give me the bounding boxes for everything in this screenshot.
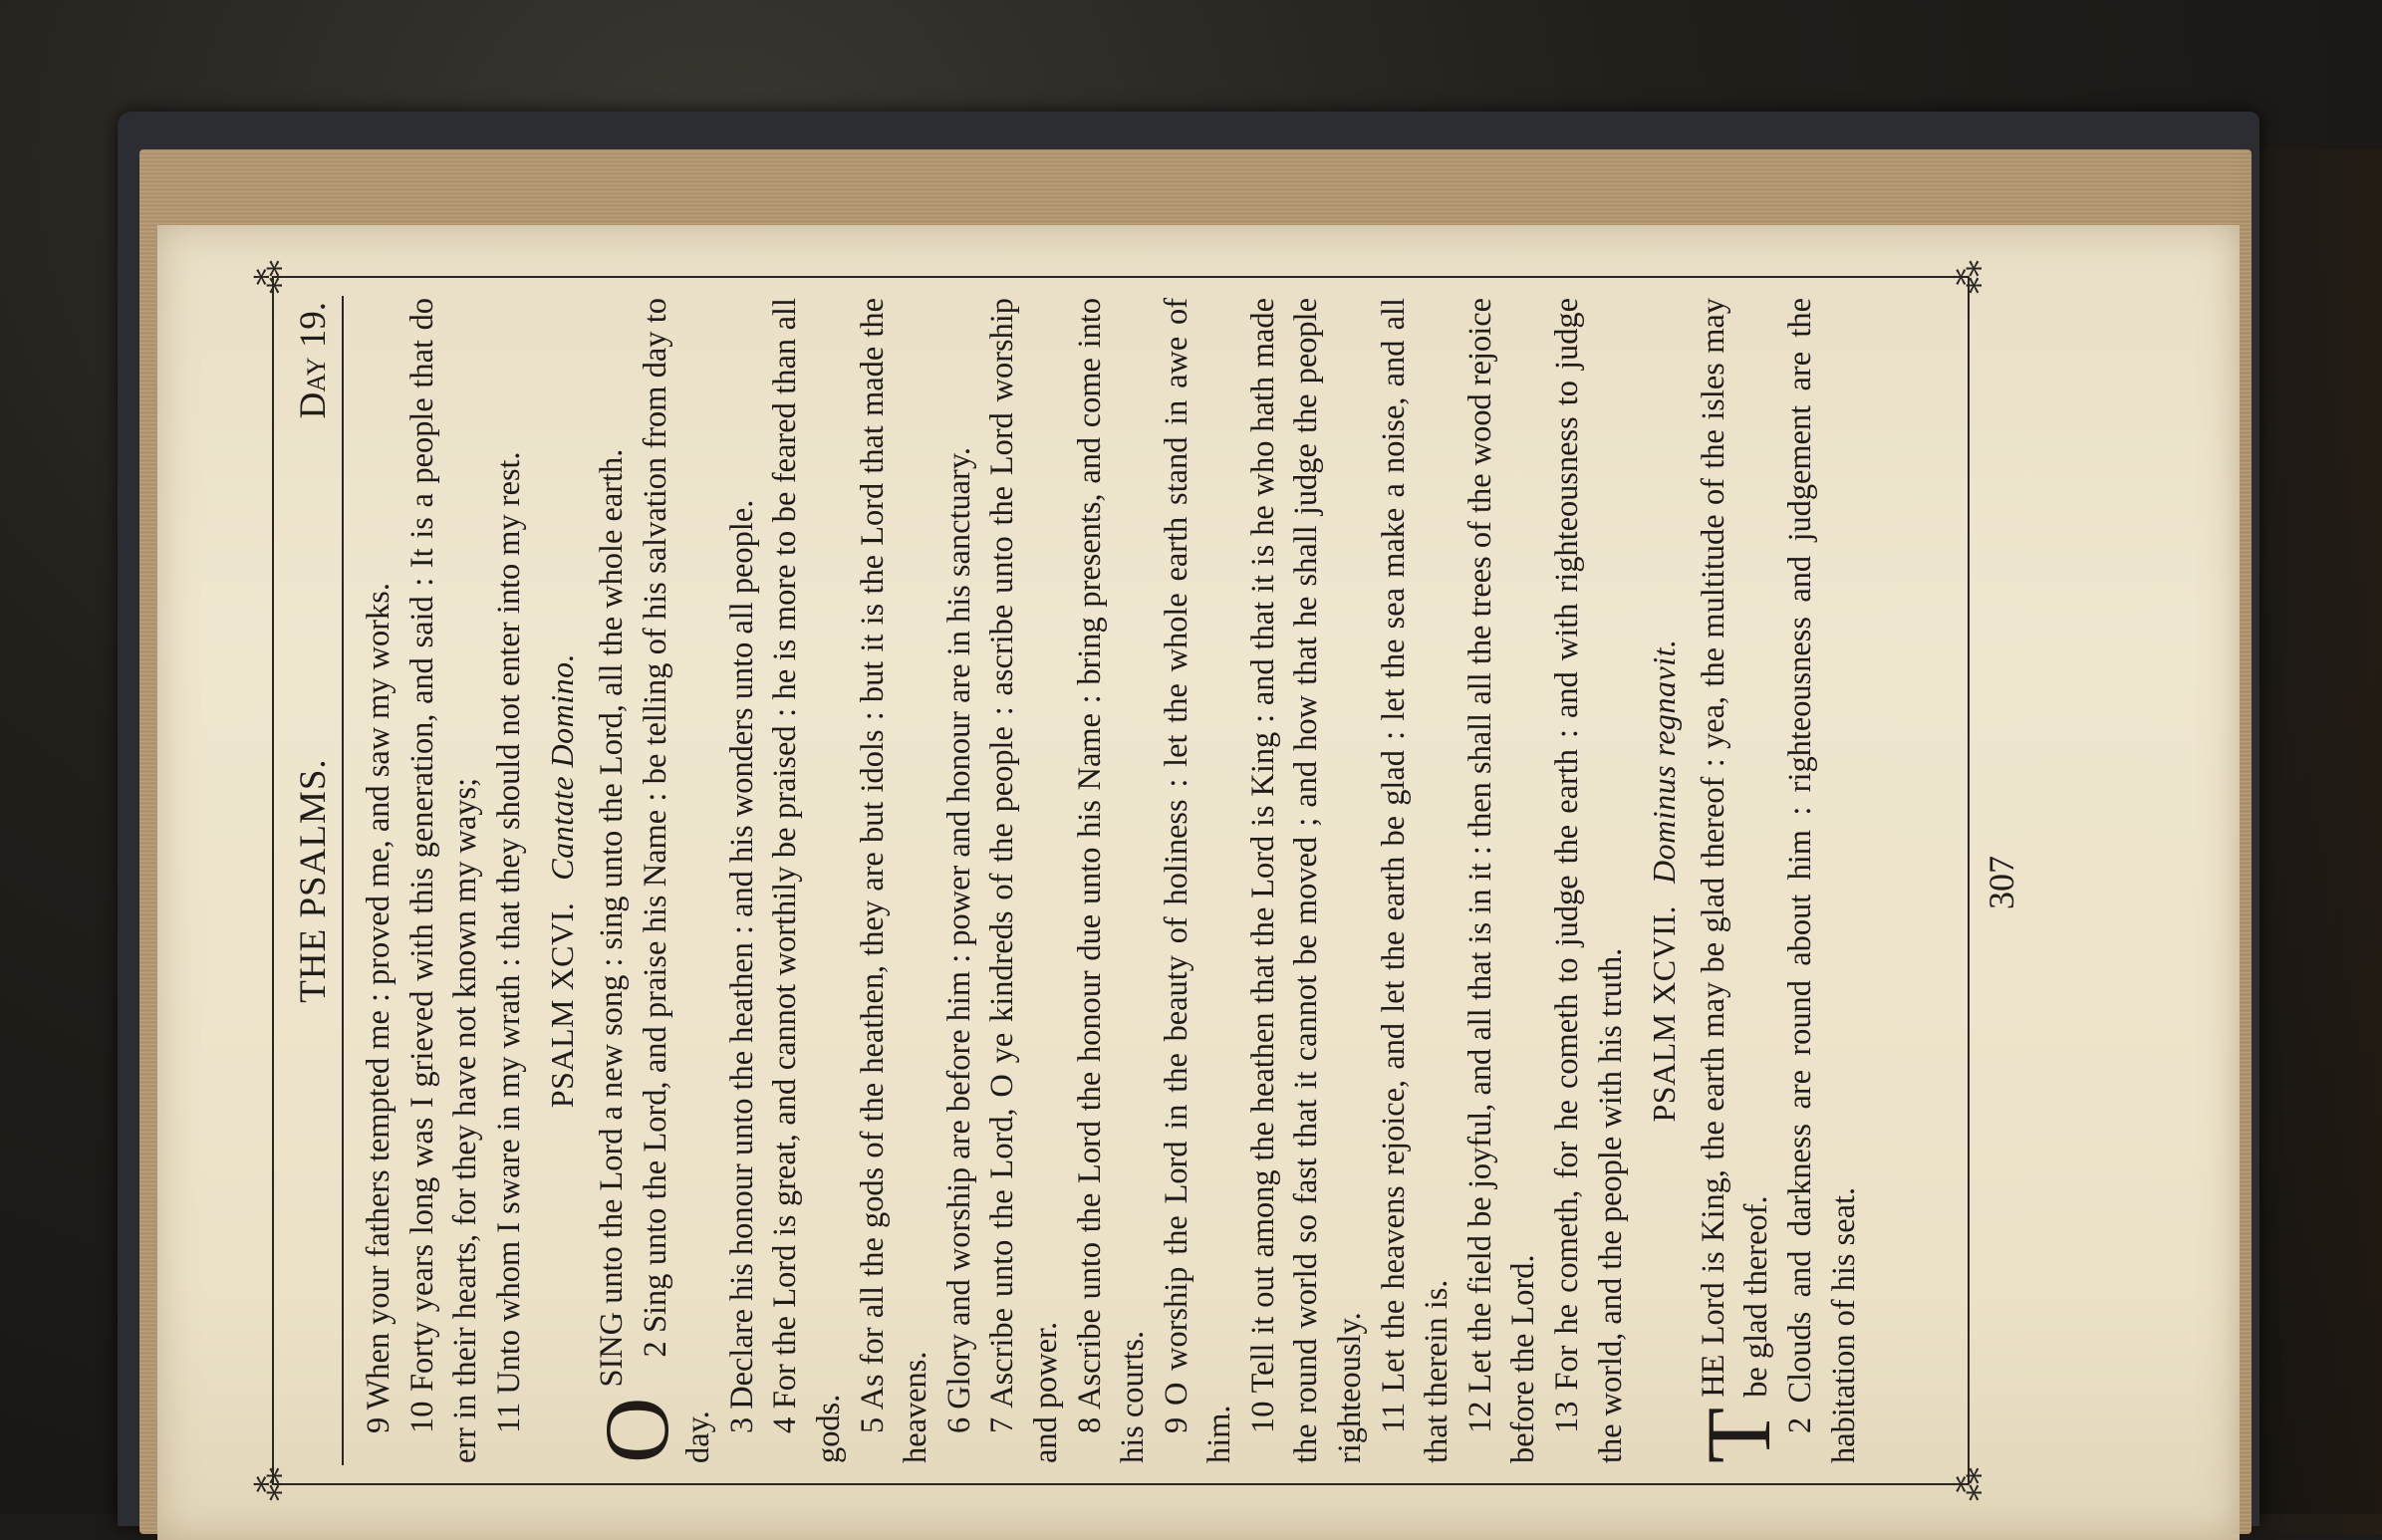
rotated-page-content (157, 225, 2240, 1540)
verse-1-text: SING unto the Lord a new song : sing unto the Lord, all the whole earth. (593, 448, 630, 1388)
page-frame (252, 260, 1988, 1501)
corner-ornament-icon: ⁂ (1952, 260, 1988, 294)
verse: 6 Glory and worship are before him : power and honour are in his sanctuary. (940, 446, 977, 1433)
verse-1 (1687, 298, 1789, 1463)
verse: 11 Unto whom I sware in my wrath : that they should not enter into my rest. (490, 451, 527, 1433)
corner-ornament-icon: ⁂ (252, 1467, 289, 1501)
corner-ornament-icon: ⁂ (252, 260, 289, 294)
verse: 12 Let the field be joyful, and all that is in it : then shall all the trees of the wood rejoice before the Lord. (1461, 298, 1542, 1463)
spine-shadow (2223, 149, 2382, 1534)
drop-cap: O (585, 1397, 687, 1463)
page-number: 307 (1982, 856, 2021, 909)
verse: 5 As for all the gods of the heathen, they are but idols : but it is the Lord that made the heavens. (854, 298, 934, 1463)
psalm-number: PSALM XCVI. (544, 901, 581, 1109)
psalm-97-heading (1643, 298, 1687, 1463)
verse: 13 For he cometh, for he cometh to judge the earth : and with righteousness to judge the world, and the people with his truth. (1549, 298, 1629, 1463)
verse: 2 Sing unto the Lord, and praise his Name : be telling of his salvation from day to day. (637, 298, 717, 1463)
psalm-text (358, 298, 1866, 1463)
verse: 4 For the Lord is great, and cannot worthily be praised : he is more to be feared than all gods. (767, 298, 847, 1463)
psalm-latin-title: Dominus regnavit. (1646, 639, 1683, 884)
psalm-latin-title: Cantate Domino. (544, 652, 581, 881)
verse: 3 Declare his honour unto the heathen : and his wonders unto all people. (723, 499, 760, 1433)
running-title: THE PSALMS. (293, 758, 334, 1003)
verse: 10 Tell it out among the heathen that the Lord is King : and that it is he who hath made the round world so fast that it cannot be moved ; and how that he shall judge the people righteously. (1244, 298, 1369, 1463)
psalm-96-heading (541, 298, 585, 1463)
verse: 8 Ascribe unto the Lord the honour due unto his Name : bring presents, and come into his courts. (1071, 298, 1152, 1463)
drop-cap: T (1687, 1407, 1789, 1463)
verse-1-text: HE Lord is King, the earth may be glad thereof : yea, the multitude of the isles may be glad thereof. (1695, 298, 1775, 1398)
verse: 7 Ascribe unto the Lord, O ye kindreds of the people : ascribe unto the Lord worship and power. (984, 298, 1064, 1463)
corner-ornament-icon: ⁂ (1952, 1467, 1988, 1501)
verse: 10 Forty years long was I grieved with this generation, and said : It is a people that do err in their hearts, for they have not known my ways; (403, 298, 484, 1463)
verse: 2 Clouds and darkness are round about him : righteousness and judgement are the habitation of his seat. (1782, 298, 1862, 1463)
verse: 9 O worship the Lord in the beauty of holiness : let the whole earth stand in awe of him. (1158, 298, 1238, 1463)
day-label: Day 19. (293, 302, 334, 419)
book-page (157, 225, 2240, 1540)
running-header (288, 296, 344, 1465)
verse: 9 When your fathers tempted me : proved me, and saw my works. (361, 583, 397, 1433)
psalm-number: PSALM XCVII. (1646, 904, 1683, 1123)
verse: 11 Let the heavens rejoice, and let the earth be glad : let the sea make a noise, and all that therein is. (1375, 298, 1456, 1463)
